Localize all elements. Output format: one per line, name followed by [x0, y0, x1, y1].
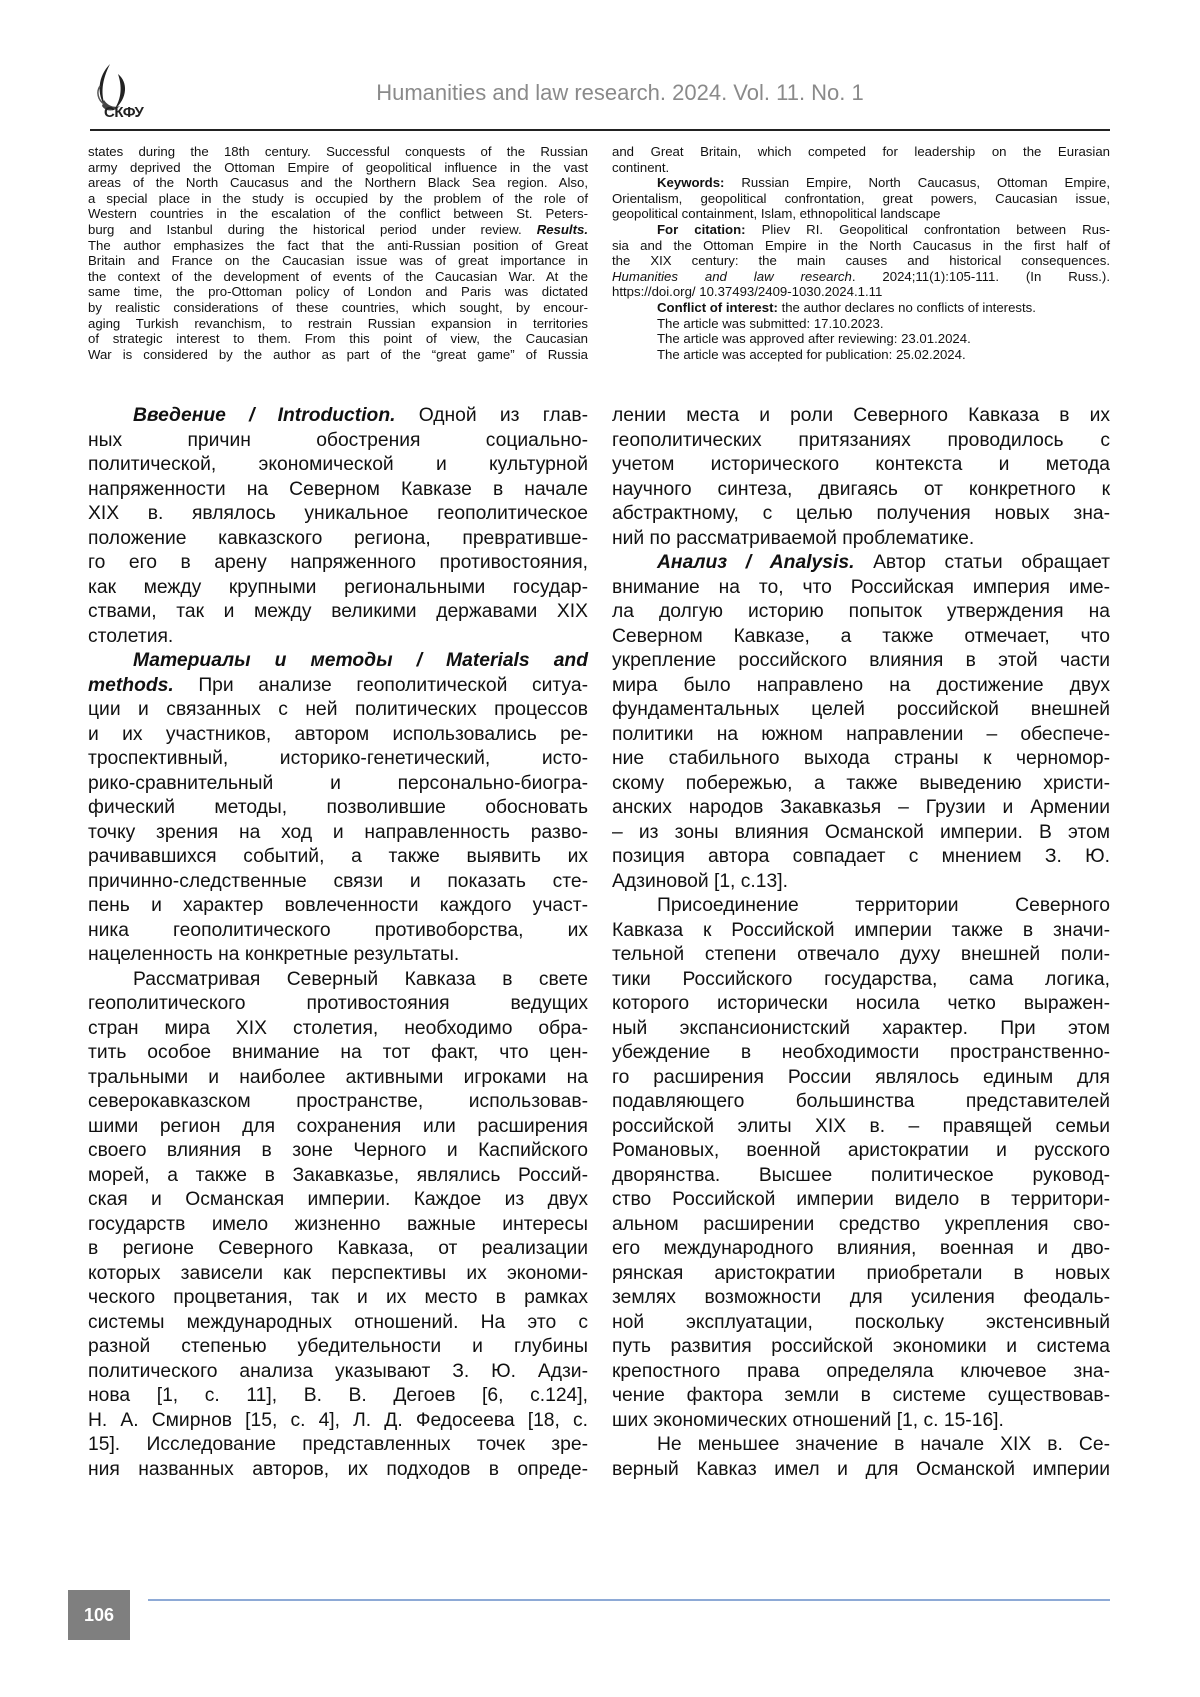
emphasis-text: Results.	[537, 222, 588, 237]
text-line: российской элиты XIX в. – правящей семьи	[612, 1115, 1110, 1140]
text-line: ние стабильного выхода страны к черномор-	[612, 747, 1110, 772]
emphasis-text: For citation:	[657, 222, 762, 237]
abstract-right-column	[612, 144, 1110, 362]
emphasis-text: Материалы и методы / Materials and	[133, 650, 588, 671]
text-line: шими регион для сохранения или расширения	[88, 1115, 588, 1140]
text-line: Britain and France on the Caucasian issue was of great importance in	[88, 253, 588, 269]
text-line: верный Кавказ имел и для Османской империи	[612, 1458, 1110, 1483]
text-segment: burg and Istanbul during the historical period under review.	[88, 222, 537, 237]
text-line: Orientalism, geopolitical confrontation, great powers, Caucasian issue,	[612, 191, 1110, 207]
text-line	[612, 222, 1110, 238]
text-line: geopolitical containment, Islam, ethnopolitical landscape	[612, 206, 1110, 222]
text-line: укрепление российского влияния в этой части	[612, 649, 1110, 674]
text-line: ла долгую историю попыток утверждения на	[612, 600, 1110, 625]
text-line: тельной степени отвечало духу внешней поли-	[612, 943, 1110, 968]
text-line: лении места и роли Северного Кавказа в их	[612, 404, 1110, 429]
text-line: The article was approved after reviewing: 23.01.2024.	[612, 331, 1110, 347]
text-line: army deprived the Ottoman Empire of geopolitical influence in the vast	[88, 160, 588, 176]
text-line: землях возможности для усиления феодаль-	[612, 1286, 1110, 1311]
text-line: aging Turkish revanchism, to restrain Russian expansion in territories	[88, 316, 588, 332]
text-segment: the author declares no conflicts of interests.	[782, 300, 1036, 315]
text-line: морей, а также в Закавказье, являлись Россий-	[88, 1164, 588, 1189]
text-line: ческого процветания, так и их место в рамках	[88, 1286, 588, 1311]
paragraph	[612, 175, 1110, 222]
text-line: the context of the development of events of the Caucasian War. At the	[88, 269, 588, 285]
text-line: политического анализа указывают З. Ю. Адзи-	[88, 1360, 588, 1385]
paragraph	[88, 404, 588, 649]
text-line: политической, экономической и культурной	[88, 453, 588, 478]
paragraph	[612, 404, 1110, 551]
text-line: подавляющего большинства представителей	[612, 1090, 1110, 1115]
text-line: ный экспансионистский характер. При этом	[612, 1017, 1110, 1042]
text-line: – из зоны влияния Османской империи. В этом	[612, 821, 1110, 846]
text-line: тики Российского государства, сама логика,	[612, 968, 1110, 993]
text-line: The article was accepted for publication: 25.02.2024.	[612, 347, 1110, 363]
text-line: го его в арену напряженного противостояния,	[88, 551, 588, 576]
text-line: ника геополитического противоборства, их	[88, 919, 588, 944]
text-line: The author emphasizes the fact that the anti-Russian position of Great	[88, 238, 588, 254]
text-segment: Russian Empire, North Caucasus, Ottoman Empire,	[741, 175, 1110, 190]
text-line	[88, 222, 588, 238]
text-line: путь развития российской экономики и система	[612, 1335, 1110, 1360]
text-line: ции и связанных с ней политических процессов	[88, 698, 588, 723]
text-line: в регионе Северного Кавказа, от реализации	[88, 1237, 588, 1262]
emphasis-text: Conflict of interest:	[657, 300, 782, 315]
text-line: by realistic considerations of these countries, which sought, by encour-	[88, 300, 588, 316]
text-line: The article was submitted: 17.10.2023.	[612, 316, 1110, 332]
text-line: го расширения России являлось единым для	[612, 1066, 1110, 1091]
text-line: которых зависели как перспективы их экономи-	[88, 1262, 588, 1287]
text-line: ных причин обострения социально-	[88, 429, 588, 454]
paragraph	[88, 649, 588, 968]
text-line	[88, 649, 588, 674]
text-line: Н. А. Смирнов [15, с. 4], Л. Д. Федосеева [18, с.	[88, 1409, 588, 1434]
text-line: рико-сравнительный и персонально-биогра-	[88, 772, 588, 797]
text-line: учетом исторического контекста и метода	[612, 453, 1110, 478]
text-line: Western countries in the escalation of the conflict between St. Peters-	[88, 206, 588, 222]
text-line: a special place in the study is occupied by the problem of the role of	[88, 191, 588, 207]
text-segment: Автор статьи обращает	[854, 552, 1110, 573]
abstract-left-column	[88, 144, 588, 362]
text-line: государств имело жизненно важные интересы	[88, 1213, 588, 1238]
journal-title: Humanities and law research. 2024. Vol. 11. No. 1	[0, 80, 1200, 106]
header-divider	[90, 129, 1110, 131]
article-meta	[612, 347, 1110, 363]
text-line: своего влияния в зоне Черного и Каспийского	[88, 1139, 588, 1164]
text-line: ших экономических отношений [1, с. 15-16].	[612, 1409, 1110, 1434]
logo-text: СКФУ	[104, 104, 143, 121]
text-line: научного синтеза, двигаясь от конкретного к	[612, 478, 1110, 503]
text-line: его международного влияния, военная и дво-	[612, 1237, 1110, 1262]
text-line: разной степенью убедительности и глубины	[88, 1335, 588, 1360]
article-meta	[612, 316, 1110, 332]
text-line: рачивавшихся событий, а также выявить их	[88, 845, 588, 870]
text-line: Присоединение территории Северного	[612, 894, 1110, 919]
text-line: of strategic interest to them. From this point of view, the Caucasian	[88, 331, 588, 347]
article-meta	[612, 300, 1110, 316]
text-line: столетия.	[88, 625, 588, 650]
text-line: ния названных авторов, их подходов в опреде-	[88, 1458, 588, 1483]
text-line	[612, 300, 1110, 316]
text-line: нацеленность на конкретные результаты.	[88, 943, 588, 968]
paragraph	[612, 1433, 1110, 1482]
text-line: позиция автора совпадает с мнением З. Ю.	[612, 845, 1110, 870]
text-line: которого исторически носила четко выражен-	[612, 992, 1110, 1017]
text-line: sia and the Ottoman Empire in the North Caucasus in the first half of	[612, 238, 1110, 254]
paragraph	[88, 968, 588, 1483]
emphasis-text: methods.	[88, 675, 174, 696]
text-line: северокавказском пространстве, использовав-	[88, 1090, 588, 1115]
text-line: Кавказа к Российской империи также в значи-	[612, 919, 1110, 944]
text-segment: . 2024;11(1):105-111. (In Russ.).	[852, 269, 1110, 284]
text-segment: При анализе геополитической ситуа-	[174, 675, 588, 696]
article-meta	[612, 331, 1110, 347]
text-line: Романовых, военной аристократии и русского	[612, 1139, 1110, 1164]
text-line: areas of the North Caucasus and the Northern Black Sea region. Also,	[88, 175, 588, 191]
text-line: положение кавказского региона, превративше-	[88, 527, 588, 552]
text-line: 15]. Исследование представленных точек зре-	[88, 1433, 588, 1458]
text-line: напряженности на Северном Кавказе в начале	[88, 478, 588, 503]
text-line: мира было направлено на достижение двух	[612, 674, 1110, 699]
text-line: нова [1, с. 11], В. В. Дегоев [6, с.124],	[88, 1384, 588, 1409]
text-line: same time, the pro-Ottoman policy of London and Paris was dictated	[88, 284, 588, 300]
text-line: точку зрения на ход и направленность разво-	[88, 821, 588, 846]
text-line: стран мира XIX столетия, необходимо обра-	[88, 1017, 588, 1042]
text-line: тральными и наиболее активными игроками на	[88, 1066, 588, 1091]
text-line: и их участников, автором использовались ре-	[88, 723, 588, 748]
body-right-column	[612, 404, 1110, 1482]
text-line: Рассматривая Северный Кавказа в свете	[88, 968, 588, 993]
text-line: пень и характер вовлеченности каждого участ-	[88, 894, 588, 919]
text-line: скому побережью, а также выведению христи-	[612, 772, 1110, 797]
paragraph	[612, 894, 1110, 1433]
paragraph	[612, 551, 1110, 894]
text-line: фундаментальных целей российской внешней	[612, 698, 1110, 723]
text-line: тить особое внимание на тот факт, что цен-	[88, 1041, 588, 1066]
text-line: абстрактному, с целью получения новых зна-	[612, 502, 1110, 527]
footer-divider	[148, 1599, 1110, 1601]
paragraph	[612, 222, 1110, 300]
text-line: ствами, так и между великими державами XIX	[88, 600, 588, 625]
text-line: дворянства. Высшее политическое руковод-	[612, 1164, 1110, 1189]
text-line	[612, 551, 1110, 576]
emphasis-text: Keywords:	[657, 175, 741, 190]
text-line: альном расширении средство укрепления сво-	[612, 1213, 1110, 1238]
text-line: and Great Britain, which competed for leadership on the Eurasian	[612, 144, 1110, 160]
emphasis-text: Humanities and law research	[612, 269, 852, 284]
text-line: троспективный, историко-генетический, исто-	[88, 747, 588, 772]
text-line: XIX в. являлось уникальное геополитическое	[88, 502, 588, 527]
text-line: внимание на то, что Российская империя име-	[612, 576, 1110, 601]
text-line: анских народов Закавказья – Грузии и Армении	[612, 796, 1110, 821]
text-line: фический методы, позволившие обосновать	[88, 796, 588, 821]
text-line: политики на южном направлении – обеспече-	[612, 723, 1110, 748]
paragraph	[88, 144, 588, 362]
emphasis-text: Введение / Introduction.	[133, 405, 395, 426]
text-segment: Одной из глав-	[395, 405, 588, 426]
text-line	[88, 674, 588, 699]
text-line: ний по рассматриваемой проблематике.	[612, 527, 1110, 552]
paragraph	[612, 144, 1110, 175]
text-line: чение фактора земли в системе существовав-	[612, 1384, 1110, 1409]
text-line: https://doi.org/ 10.37493/2409-1030.2024.1.11	[612, 284, 1110, 300]
text-segment: Pliev RI. Geopolitical confrontation between Rus-	[762, 222, 1110, 237]
text-line: убеждение в необходимости пространственно-	[612, 1041, 1110, 1066]
text-line: continent.	[612, 160, 1110, 176]
text-line	[612, 269, 1110, 285]
text-line	[88, 404, 588, 429]
text-line: ская и Османская империи. Каждое из двух	[88, 1188, 588, 1213]
text-line: War is considered by the author as part of the “great game” of Russia	[88, 347, 588, 363]
text-line: ной эксплуатации, поскольку экстенсивный	[612, 1311, 1110, 1336]
body-left-column	[88, 404, 588, 1482]
text-line: ство Российской империи видело в территори-	[612, 1188, 1110, 1213]
text-line: как между крупными региональными государ-	[88, 576, 588, 601]
text-line: системы международных отношений. На это с	[88, 1311, 588, 1336]
text-line: states during the 18th century. Successful conquests of the Russian	[88, 144, 588, 160]
text-line: причинно-следственные связи и показать сте-	[88, 870, 588, 895]
text-line: геополитического противостояния ведущих	[88, 992, 588, 1017]
emphasis-text: Анализ / Analysis.	[657, 552, 854, 573]
text-line: крепостного права определяла ключевое зна-	[612, 1360, 1110, 1385]
text-line	[612, 175, 1110, 191]
text-line: рянская аристократии приобретали в новых	[612, 1262, 1110, 1287]
text-line: геополитических притязаниях проводилось с	[612, 429, 1110, 454]
text-line: Северном Кавказе, а также отмечает, что	[612, 625, 1110, 650]
text-line: the XIX century: the main causes and historical consequences.	[612, 253, 1110, 269]
text-line: Адзиновой [1, с.13].	[612, 870, 1110, 895]
text-line: Не меньшее значение в начале XIX в. Се-	[612, 1433, 1110, 1458]
page-number: 106	[68, 1590, 130, 1640]
